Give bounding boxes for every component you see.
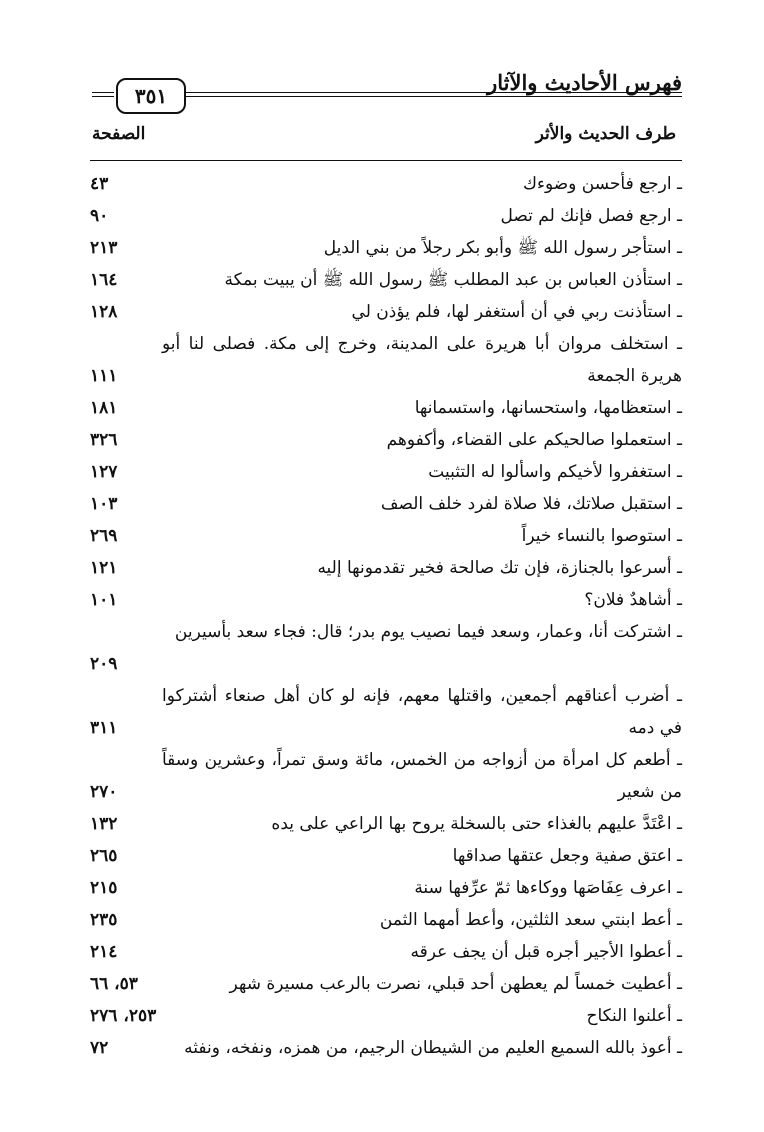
entry-page-number: ١٦٤ (90, 270, 118, 290)
entry-page-number: ١٠١ (90, 590, 118, 610)
entry-page-number: ١٠٣ (90, 494, 118, 514)
entry-text: ـ استعملوا صالحيكم على القضاء، وأكفوهم (386, 430, 682, 450)
index-entry (90, 552, 682, 584)
entry-page-number: ١٨١ (90, 398, 118, 418)
entry-page-number: ١٢٧ (90, 462, 118, 482)
entry-text: ـ ارجع فصل فإنك لم تصل (500, 206, 682, 226)
index-entry (90, 1032, 682, 1064)
entry-page-number: ١٣٢ (90, 814, 118, 834)
index-entry (90, 968, 682, 1000)
index-entry (90, 488, 682, 520)
index-entry (90, 616, 682, 680)
page-header (92, 58, 682, 118)
entry-page-number: ٣١١ (90, 718, 118, 738)
index-entry (90, 456, 682, 488)
entry-page-number: ٢٠٩ (90, 654, 118, 674)
index-entry (90, 296, 682, 328)
column-rule (90, 160, 682, 161)
index-entry (90, 872, 682, 904)
index-entry (90, 168, 682, 200)
index-entry (90, 328, 682, 392)
entry-page-number: ٩٠ (90, 206, 109, 226)
entry-text: ـ أضرب أعناقهم أجمعين، واقتلها معهم، فإنه لو كان أهل صنعاء أشتركوا في دمه (162, 686, 682, 738)
entry-text: ـ أعط ابنتي سعد الثلثين، وأعط أمهما الثمن (379, 910, 682, 930)
entry-page-number: ٢٥٣، ٢٧٦ (90, 1006, 157, 1026)
entry-page-number: ٢١٤ (90, 942, 118, 962)
index-entry (90, 840, 682, 872)
entry-page-number: ٢١٣ (90, 238, 118, 258)
header-title: فهرس الأحاديث والآثار (487, 70, 682, 95)
entry-text: ـ استقبل صلاتك، فلا صلاة لفرد خلف الصف (380, 494, 682, 514)
entry-page-number: ٢١٥ (90, 878, 118, 898)
entry-text: ـ ارجع فأحسن وضوءك (522, 174, 682, 194)
index-entry (90, 744, 682, 808)
entry-page-number: ٤٣ (90, 174, 109, 194)
index-entry (90, 584, 682, 616)
entry-page-number: ٣٢٦ (90, 430, 118, 450)
index-entry (90, 808, 682, 840)
entry-page-number: ٢٧٠ (90, 782, 118, 802)
index-entry (90, 680, 682, 744)
index-entry (90, 936, 682, 968)
entry-text: ـ اشتركت أنا، وعمار، وسعد فيما نصيب يوم بدر؛ قال: فجاء سعد بأسيرين (174, 622, 682, 642)
entry-page-number: ٧٢ (90, 1038, 109, 1058)
entry-text: ـ استأذنت ربي في أن أستغفر لها، فلم يؤذن لي (351, 302, 682, 322)
index-entry (90, 904, 682, 936)
index-entry (90, 232, 682, 264)
index-entry (90, 200, 682, 232)
entry-text: ـ أطعم كل امرأة من أزواجه من الخمس، مائة وسق تمراً، وعشرين وسقاً من شعير (162, 750, 682, 802)
entry-text: ـ استأجر رسول الله ﷺ وأبو بكر رجلاً من بني الديل (323, 238, 682, 258)
entry-text: ـ استأذن العباس بن عبد المطلب ﷺ رسول الله ﷺ أن يبيت بمكة (224, 270, 682, 290)
index-entry (90, 1000, 682, 1032)
header-rule-left (92, 92, 114, 97)
entry-text: ـ استغفروا لأخيكم واسألوا له التثبيت (428, 462, 682, 482)
entry-text: ـ استوصوا بالنساء خيراً (521, 526, 682, 546)
index-entry (90, 392, 682, 424)
entry-page-number: ٢٣٥ (90, 910, 118, 930)
index-entry (90, 264, 682, 296)
entry-text: ـ أشاهدٌ فلان؟ (584, 590, 682, 610)
entry-page-number: ٢٦٥ (90, 846, 118, 866)
column-head-entry: طرف الحديث والأثر (535, 124, 676, 144)
entry-text: ـ أعطوا الأجير أجره قبل أن يجف عرقه (410, 942, 682, 962)
entry-text: ـ أعوذ بالله السميع العليم من الشيطان الرجيم، من همزه، ونفخه، ونفثه (184, 1038, 682, 1058)
index-entry (90, 424, 682, 456)
entry-text: ـ أعطيت خمساً لم يعطهن أحد قبلي، نصرت بالرعب مسيرة شهر (229, 974, 682, 994)
entry-page-number: ١١١ (90, 366, 118, 386)
entry-page-number: ١٢٨ (90, 302, 118, 322)
entry-text: ـ اعرف عِفَاصَها ووكاءها ثمّ عرِّفها سنة (414, 878, 682, 898)
entry-page-number: ٢٦٩ (90, 526, 118, 546)
index-entries (90, 168, 682, 1064)
entry-text: ـ استخلف مروان أبا هريرة على المدينة، وخرج إلى مكة. فصلى لنا أبو هريرة الجمعة (162, 334, 682, 386)
entry-text: ـ اعتق صفية وجعل عتقها صداقها (452, 846, 682, 866)
column-head-page: الصفحة (92, 124, 146, 144)
entry-text: ـ أسرعوا بالجنازة، فإن تك صالحة فخير تقدمونها إليه (317, 558, 682, 578)
entry-page-number: ٥٣، ٦٦ (90, 974, 138, 994)
entry-text: ـ اعْتَدَّ عليهم بالغذاء حتى بالسخلة يروح بها الراعي على يده (271, 814, 682, 834)
page-number: ٣٥١ (116, 78, 186, 114)
entry-text: ـ استعظامها، واستحسانها، واستسمانها (414, 398, 682, 418)
index-entry (90, 520, 682, 552)
entry-page-number: ١٢١ (90, 558, 118, 578)
entry-text: ـ أعلنوا النكاح (586, 1006, 682, 1026)
